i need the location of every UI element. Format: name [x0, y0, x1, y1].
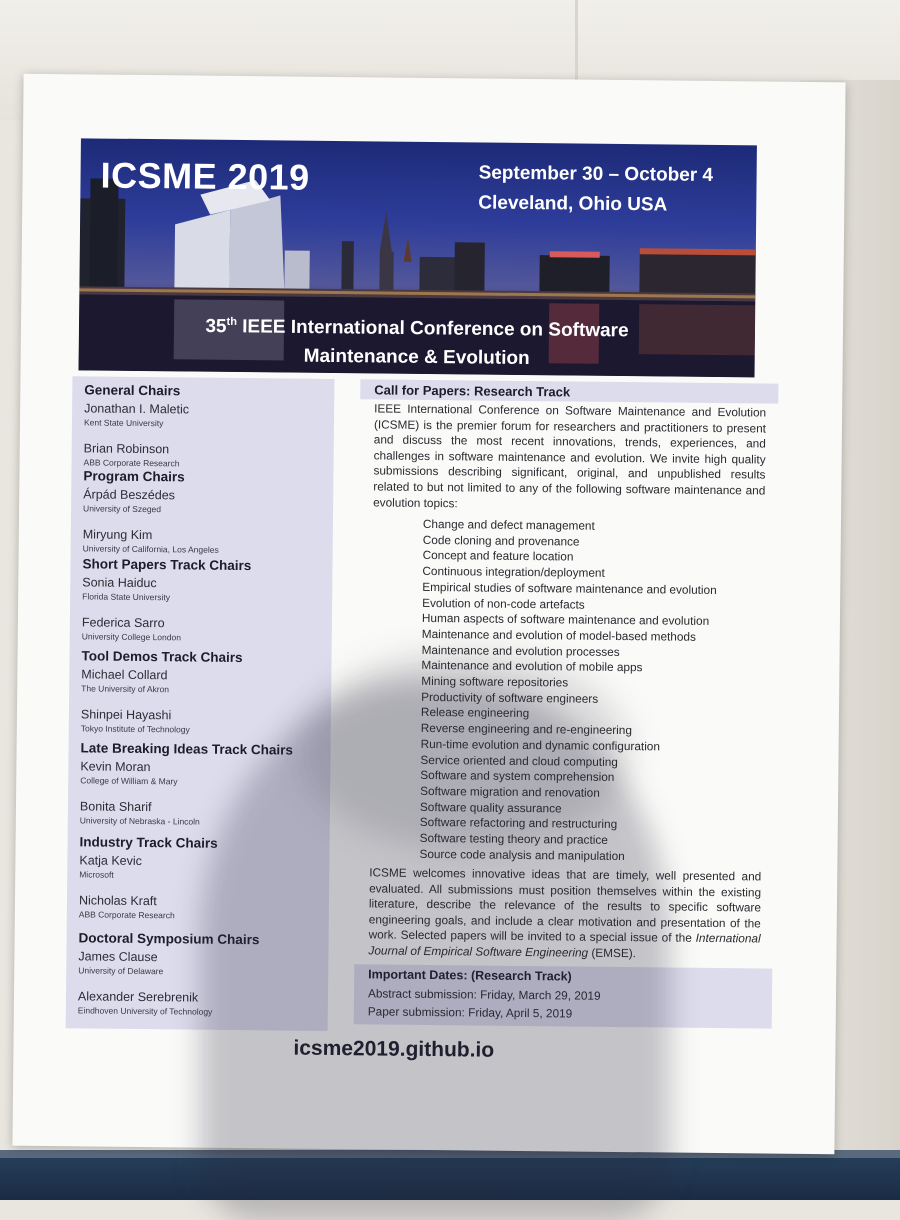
chair-heading: Doctoral Symposium Chairs [78, 930, 260, 948]
topic-item: Human aspects of software maintenance and evolution [421, 611, 710, 629]
paper-date: Paper submission: Friday, April 5, 2019 [367, 1004, 573, 1021]
chair-person [81, 667, 326, 696]
banner-location: Cleveland, Ohio USA [478, 192, 668, 216]
cfp-intro: IEEE International Conference on Software Maintenance and Evolution (ICSME) is the premier forum for researchers and practitioners to present and discuss the most recent innovations, trends, experiences, and challenges in software maintenance and evolution. We invite high quality submissions describing significant, original, and unpublished results related to but not limited to any of the following software maintenance and evolution topics: [373, 401, 767, 510]
topic-item: Software migration and renovation [420, 783, 600, 800]
person-name: Nicholas Kraft [78, 893, 157, 909]
topic-item: Maintenance and evolution processes [421, 642, 620, 659]
topic-item: Release engineering [420, 705, 530, 721]
person-name: Sonia Haiduc [82, 575, 157, 591]
chair-group-short-papers [82, 556, 328, 644]
subtitle-line1: IEEE International Conference on Software [236, 316, 629, 342]
person-name: Jonathan I. Maletic [84, 401, 190, 417]
person-name: Bonita Sharif [79, 799, 152, 815]
topic-item: Software and system comprehension [420, 768, 615, 785]
cfp-heading: Call for Papers: Research Track [374, 382, 571, 400]
topic-item: Service oriented and cloud computing [420, 752, 618, 769]
topic-item: Empirical studies of software maintenance and evolution [422, 579, 717, 597]
chair-person [84, 401, 329, 430]
banner-subtitle [79, 306, 756, 375]
person-name: Federica Sarro [81, 615, 165, 631]
person-name: James Clause [78, 949, 158, 965]
topic-item: Code cloning and provenance [422, 532, 580, 549]
chair-person [83, 487, 328, 516]
topic-item: Maintenance and evolution of mobile apps [421, 658, 643, 675]
topic-item: Productivity of software engineers [421, 689, 599, 706]
person-affiliation: University of California, Los Angeles [82, 543, 219, 555]
topic-item: Mining software repositories [421, 673, 569, 690]
person-name: Katja Kevic [79, 853, 143, 869]
chair-person [84, 441, 329, 470]
person-affiliation: Eindhoven University of Technology [77, 1005, 213, 1017]
person-name: Miryung Kim [82, 527, 153, 543]
person-name: Shinpei Hayashi [80, 707, 172, 723]
chair-heading: Short Papers Track Chairs [82, 556, 252, 574]
topic-item: Evolution of non-code artefacts [422, 595, 585, 612]
chair-heading: Late Breaking Ideas Track Chairs [80, 740, 294, 758]
person-affiliation: Kent State University [83, 417, 164, 429]
person-affiliation: University College London [81, 631, 182, 643]
chair-heading: Industry Track Chairs [79, 834, 218, 851]
chair-heading: Program Chairs [83, 468, 185, 485]
subtitle-ordinal-suffix: th [226, 315, 238, 328]
chair-group-tool-demos [81, 648, 327, 736]
subtitle-ordinal: 35 [205, 315, 227, 338]
closing-journal: International Journal of Empirical Software Engineering [368, 931, 761, 960]
topic-item: Maintenance and evolution of model-based methods [421, 626, 696, 644]
person-name: Alexander Serebrenik [77, 989, 199, 1005]
subtitle-line2: Maintenance & Evolution [303, 346, 530, 370]
person-name: Brian Robinson [83, 441, 170, 457]
abstract-date: Abstract submission: Friday, March 29, 2019 [367, 986, 601, 1003]
topic-item: Software testing theory and practice [419, 830, 608, 847]
chair-group-general [84, 382, 330, 470]
banner-title: ICSME 2019 [100, 154, 310, 198]
closing-text: ICSME welcomes innovative ideas that are timely, well presented and evaluated. All submissions must position themselves within the existing literature, describe the relevance of the results to specific software engineering goals, and include a clear motivation and presentation of the work. Selected papers will be invited to a special issue of the [368, 865, 762, 946]
person-affiliation: College of William & Mary [80, 775, 178, 787]
important-dates-heading: Important Dates: (Research Track) [368, 967, 572, 984]
person-affiliation: University of Nebraska - Lincoln [79, 815, 200, 827]
website-url: icsme2019.github.io [293, 1036, 495, 1062]
topic-item: Software quality assurance [419, 799, 562, 816]
person-affiliation: Microsoft [79, 869, 114, 880]
person-name: Árpád Beszédes [83, 487, 176, 503]
chair-heading: General Chairs [84, 382, 181, 399]
topic-item: Run-time evolution and dynamic configuration [420, 736, 661, 754]
closing-end: (EMSE). [588, 945, 637, 961]
person-affiliation: Florida State University [82, 591, 171, 603]
banner-dates: September 30 – October 4 [478, 162, 714, 186]
person-affiliation: Tokyo Institute of Technology [80, 723, 190, 735]
person-name: Kevin Moran [80, 759, 151, 775]
chair-person [83, 527, 328, 556]
topic-item: Reverse engineering and re-engineering [420, 721, 633, 738]
person-affiliation: University of Szeged [83, 503, 162, 515]
chair-person [82, 575, 327, 604]
chair-group-program [83, 468, 329, 556]
call-for-papers-column [360, 379, 778, 1021]
topic-item: Change and defect management [422, 516, 595, 533]
topic-item: Software refactoring and restructuring [419, 815, 618, 832]
person-affiliation: ABB Corporate Research [83, 457, 180, 469]
person-affiliation: The University of Akron [81, 683, 170, 695]
chair-heading: Tool Demos Track Chairs [81, 648, 243, 666]
chair-person [82, 615, 327, 644]
topic-item: Source code analysis and manipulation [419, 846, 625, 863]
person-affiliation: ABB Corporate Research [78, 909, 175, 921]
person-affiliation: University of Delaware [78, 965, 164, 977]
header-banner [79, 138, 757, 377]
person-name: Michael Collard [81, 667, 168, 683]
topic-item: Concept and feature location [422, 548, 574, 564]
topic-item: Continuous integration/deployment [422, 564, 605, 580]
phone-shadow [200, 680, 670, 1220]
